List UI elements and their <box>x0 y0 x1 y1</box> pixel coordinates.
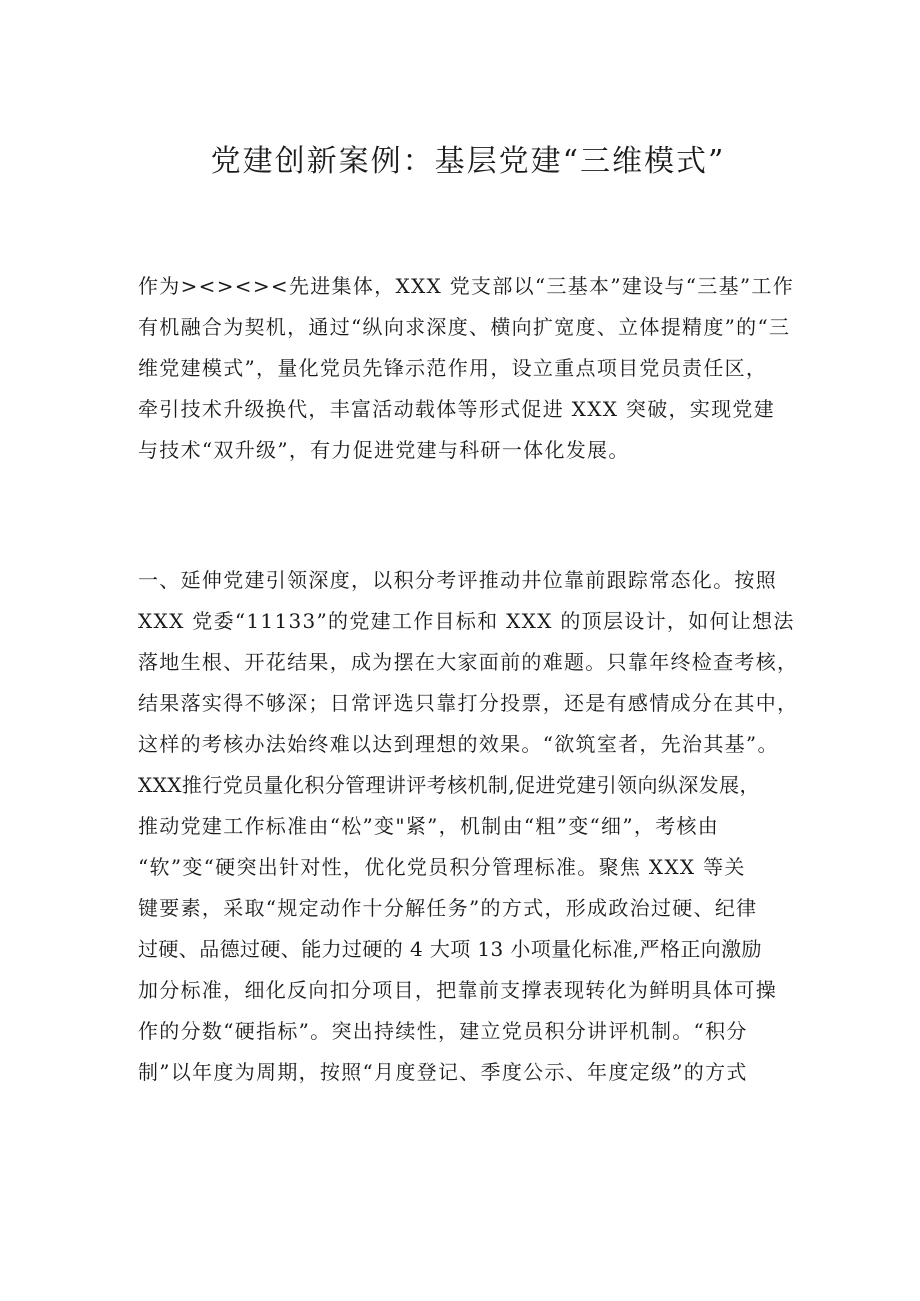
paragraph-line: XXX 党委“11133”的党建工作目标和 XXX 的顶层设计，如何让想法 <box>138 609 795 633</box>
section-one-paragraph <box>138 560 814 1093</box>
paragraph-line: 落地生根、开花结果，成为摆在大家面前的难题。只靠年终检查考核， <box>138 650 799 674</box>
paragraph-line: 牵引技术升级换代，丰富活动载体等形式促进 XXX 突破，实现党建 <box>138 397 776 421</box>
paragraph-line: 作的分数“硬指标”。突出持续性，建立党员积分讲评机制。“积分 <box>138 1019 748 1043</box>
paragraph-line: 加分标准，细化反向扣分项目，把靠前支撑表现转化为鲜明具体可操 <box>138 978 777 1002</box>
paragraph-line: “软”变“硬突出针对性，优化党员积分管理标准。聚焦 XXX 等关 <box>138 855 746 879</box>
paragraph-line: 推动党建工作标准由“松”变"紧”，机制由“粗”变“细”，考核由 <box>138 814 720 838</box>
paragraph-line: 制”以年度为周期，按照“月度登记、季度公示、年度定级”的方式 <box>138 1060 748 1084</box>
paragraph-line: XXX推行党员量化积分管理讲评考核机制,促进党建引领向纵深发展， <box>138 773 760 797</box>
paragraph-line: 与技术“双升级”，有力促进党建与科研一体化发展。 <box>138 438 630 462</box>
document-title: 党建创新案例：基层党建“三维模式” <box>210 144 726 179</box>
paragraph-line: 过硬、品德过硬、能力过硬的 4 大项 13 小项量化标准,严格正向激励 <box>138 937 762 961</box>
paragraph-line: 维党建模式”，量化党员先锋示范作用，设立重点项目党员责任区， <box>138 356 768 380</box>
paragraph-line: 有机融合为契机，通过“纵向求深度、横向扩宽度、立体提精度”的“三 <box>138 315 791 339</box>
paragraph-line: 一、延伸党建引领深度，以积分考评推动井位靠前跟踪常态化。按照 <box>138 568 777 592</box>
paragraph-line: 作为><><><先进集体，XXX 党支部以“三基本”建设与“三基”工作 <box>138 274 795 298</box>
paragraph-line: 键要素，采取“规定动作十分解任务”的方式，形成政治过硬、纪律 <box>138 896 758 920</box>
paragraph-line: 结果落实得不够深；日常评选只靠打分投票，还是有感情成分在其中， <box>138 691 799 715</box>
paragraph-line: 这样的考核办法始终难以达到理想的效果。“欲筑室者，先治其基”。 <box>138 732 779 756</box>
intro-paragraph <box>138 266 814 471</box>
